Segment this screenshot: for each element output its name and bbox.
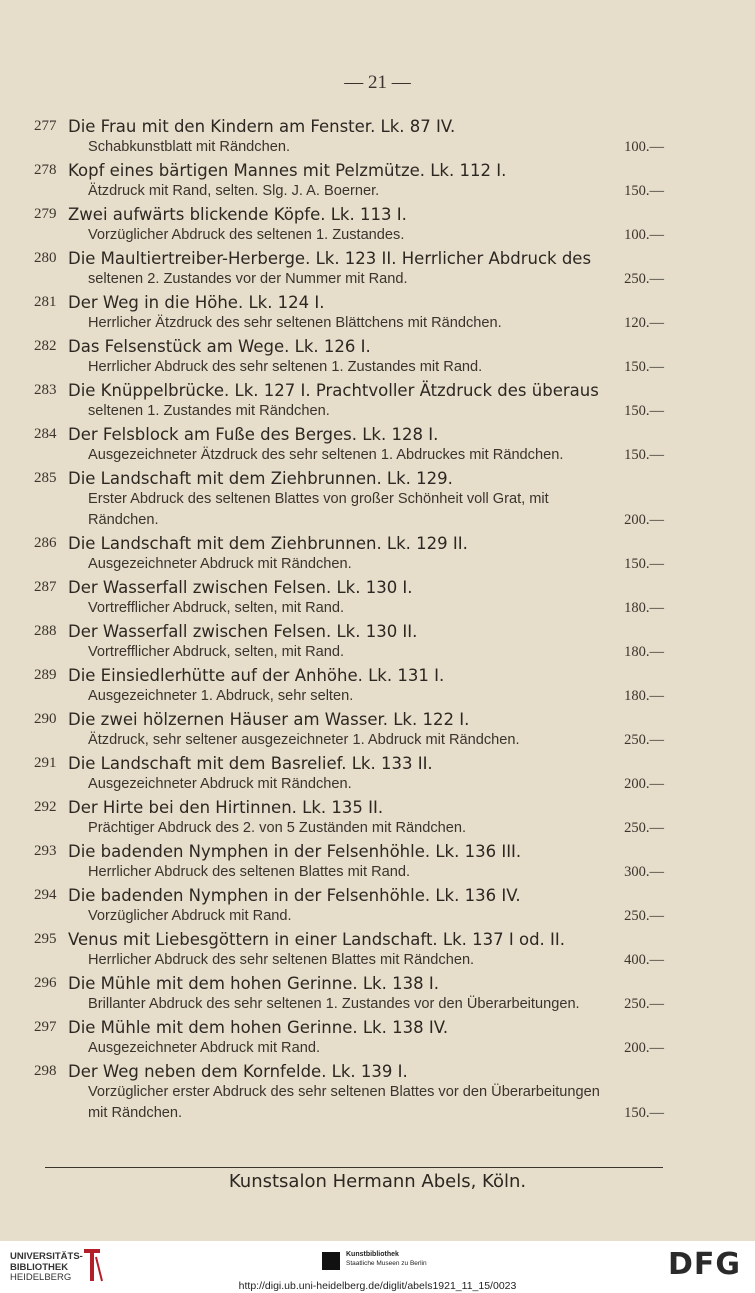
entry-number: 296 [34,975,57,991]
entry-price: 200.— [624,512,664,528]
entry-description: Ausgezeichneter Ätzdruck des sehr seltenen 1. Abdruckes mit Rändchen. [88,447,564,463]
entry-description: Vortrefflicher Abdruck, selten, mit Rand. [88,600,345,616]
footer-rule [45,1167,663,1168]
entry-description: Ätzdruck mit Rand, selten. Slg. J. A. Boerner. [88,183,380,199]
entry-number: 294 [34,887,57,903]
entry-price: 150.— [624,556,664,572]
entry-title: Der Wasserfall zwischen Felsen. Lk. 130 I. [68,578,413,597]
entry-description: Herrlicher Ätzdruck des sehr seltenen Blättchens mit Rändchen. [88,315,502,331]
entry-heading [0,885,755,906]
entry-price: 150.— [624,359,664,375]
entry-number: 287 [34,579,57,595]
entry-description: seltenen 1. Zustandes mit Rändchen. [88,403,330,419]
entry-description: Prächtiger Abdruck des 2. von 5 Zuständen mit Rändchen. [88,820,467,836]
entry-description: Ausgezeichneter 1. Abdruck, sehr selten. [88,688,354,704]
entry-title: Venus mit Liebesgöttern in einer Landschaft. Lk. 137 I od. II. [68,930,566,949]
entry-price: 150.— [624,447,664,463]
entry-price: 100.— [624,227,664,243]
entry-price: 150.— [624,183,664,199]
entry-title: Die zwei hölzernen Häuser am Wasser. Lk. 122 I. [68,710,470,729]
entry-description: Vorzüglicher Abdruck mit Rand. [88,908,292,924]
entry-heading [0,1017,755,1038]
ub-line-3: HEIDELBERG [10,1272,72,1283]
entry-number: 282 [34,338,57,354]
entry-number: 281 [34,294,57,310]
entry-price: 120.— [624,315,664,331]
entry-description: Herrlicher Abdruck des sehr seltenen 1. Zustandes mit Rand. [88,359,483,375]
catalog-entry [0,292,755,334]
entry-description: Herrlicher Abdruck des seltenen Blattes mit Rand. [88,864,411,880]
entry-number: 284 [34,426,57,442]
entry-number: 291 [34,755,57,771]
kunstbibliothek-icon [322,1252,340,1270]
dfg-logo[interactable]: DFG [668,1247,742,1282]
entry-heading [0,709,755,730]
entry-description: Schabkunstblatt mit Rändchen. [88,139,290,155]
entry-price: 100.— [624,139,664,155]
entry-price: 180.— [624,688,664,704]
entry-title: Die Knüppelbrücke. Lk. 127 I. Prachtvoller Ätzdruck des überaus [68,381,599,400]
entry-title: Der Hirte bei den Hirtinnen. Lk. 135 II. [68,798,384,817]
entry-number: 278 [34,162,57,178]
entry-number: 279 [34,206,57,222]
entry-number: 277 [34,118,57,134]
entry-price: 200.— [624,776,664,792]
entry-heading [0,929,755,950]
entry-number: 292 [34,799,57,815]
entry-title: Die Mühle mit dem hohen Gerinne. Lk. 138 IV. [68,1018,449,1037]
entry-price: 150.— [624,403,664,419]
catalog-entry [0,468,755,531]
entry-heading [0,116,755,137]
entry-heading [0,468,755,489]
entry-price: 250.— [624,820,664,836]
entry-title: Die Landschaft mit dem Ziehbrunnen. Lk. 129 II. [68,534,468,553]
entry-price: 180.— [624,644,664,660]
catalog-entry [0,533,755,575]
entry-heading [0,973,755,994]
catalog-entry [0,797,755,839]
entry-price: 250.— [624,732,664,748]
entry-description: seltenen 2. Zustandes vor der Nummer mit Rand. [88,271,408,287]
catalog-entry [0,841,755,883]
entry-title: Die Landschaft mit dem Basrelief. Lk. 133 II. [68,754,433,773]
entry-price: 250.— [624,908,664,924]
entry-title: Der Felsblock am Fuße des Berges. Lk. 128 I. [68,425,439,444]
kb-line-1: Kunstbibliothek [346,1251,399,1258]
catalog-entry [0,160,755,202]
entry-number: 285 [34,470,57,486]
entry-title: Kopf eines bärtigen Mannes mit Pelzmütze. Lk. 112 I. [68,161,507,180]
entry-price: 300.— [624,864,664,880]
entry-heading [0,248,755,269]
entry-number: 293 [34,843,57,859]
kb-line-2: Staatliche Museen zu Berlin [346,1260,427,1267]
catalog-entry [0,1017,755,1059]
catalog-entry [0,116,755,158]
entry-description: Vorzüglicher erster Abdruck des sehr seltenen Blattes vor den Überarbeitungen mit Rändchen. [88,1084,600,1121]
entry-heading [0,621,755,642]
catalog-entry [0,665,755,707]
entry-number: 289 [34,667,57,683]
entry-description: Ausgezeichneter Abdruck mit Rand. [88,1040,321,1056]
catalog-entry [0,336,755,378]
footer-text: Kunstsalon Hermann Abels, Köln. [228,1171,527,1192]
entry-number: 286 [34,535,57,551]
entry-number: 283 [34,382,57,398]
entry-heading [0,797,755,818]
entry-title: Die Landschaft mit dem Ziehbrunnen. Lk. 129. [68,469,453,488]
catalog-entry [0,380,755,422]
entry-heading [0,160,755,181]
entry-description: Herrlicher Abdruck des sehr seltenen Blattes mit Rändchen. [88,952,475,968]
entry-heading [0,665,755,686]
catalog-entry [0,577,755,619]
entry-price: 400.— [624,952,664,968]
entry-title: Der Wasserfall zwischen Felsen. Lk. 130 II. [68,622,418,641]
entry-price: 200.— [624,1040,664,1056]
entry-heading [0,380,755,401]
entry-title: Die badenden Nymphen in der Felsenhöhle. Lk. 136 III. [68,842,522,861]
entry-description: Brillanter Abdruck des sehr seltenen 1. Zustandes vor den Überarbeitungen. [88,996,580,1012]
entry-description: Vortrefflicher Abdruck, selten, mit Rand. [88,644,345,660]
entry-price: 150.— [624,1105,664,1121]
source-url[interactable]: http://digi.ub.uni-heidelberg.de/diglit/abels1921_11_15/0023 [238,1280,517,1292]
entry-list [0,116,755,1126]
ub-logo-icon [80,1247,104,1283]
entry-description: Ausgezeichneter Abdruck mit Rändchen. [88,776,352,792]
entry-title: Die Mühle mit dem hohen Gerinne. Lk. 138 I. [68,974,439,993]
entry-price: 250.— [624,996,664,1012]
entry-number: 297 [34,1019,57,1035]
entry-description: Ausgezeichneter Abdruck mit Rändchen. [88,556,352,572]
entry-price: 250.— [624,271,664,287]
entry-title: Die badenden Nymphen in der Felsenhöhle. Lk. 136 IV. [68,886,521,905]
entry-number: 295 [34,931,57,947]
entry-heading [0,424,755,445]
catalog-entry [0,885,755,927]
entry-price: 180.— [624,600,664,616]
ub-line-1: UNIVERSITÄTS- [10,1251,83,1262]
catalog-entry [0,973,755,1015]
catalog-entry [0,621,755,663]
entry-title: Zwei aufwärts blickende Köpfe. Lk. 113 I. [68,205,407,224]
catalog-entry [0,1061,755,1124]
entry-heading [0,204,755,225]
entry-heading [0,1061,755,1082]
entry-number: 288 [34,623,57,639]
entry-heading [0,336,755,357]
entry-title: Die Maultiertreiber-Herberge. Lk. 123 II. Herrlicher Abdruck des [68,249,592,268]
entry-title: Die Frau mit den Kindern am Fenster. Lk. 87 IV. [68,117,456,136]
ub-heidelberg-logo[interactable] [10,1252,83,1284]
entry-number: 290 [34,711,57,727]
catalog-entry [0,929,755,971]
entry-heading [0,577,755,598]
entry-heading [0,292,755,313]
entry-number: 280 [34,250,57,266]
catalog-entry [0,424,755,466]
entry-description: Erster Abdruck des seltenen Blattes von großer Schönheit voll Grat, mit Rändchen. [88,491,549,528]
page-number: — 21 — [344,72,411,93]
entry-title: Das Felsenstück am Wege. Lk. 126 I. [68,337,371,356]
entry-heading [0,533,755,554]
ub-line-2: BIBLIOTHEK [10,1261,69,1273]
catalog-entry [0,204,755,246]
entry-heading [0,753,755,774]
catalog-entry [0,709,755,751]
catalog-entry [0,753,755,795]
entry-number: 298 [34,1063,57,1079]
entry-title: Der Weg neben dem Kornfelde. Lk. 139 I. [68,1062,408,1081]
entry-title: Die Einsiedlerhütte auf der Anhöhe. Lk. 131 I. [68,666,445,685]
entry-description: Ätzdruck, sehr seltener ausgezeichneter 1. Abdruck mit Rändchen. [88,732,520,748]
catalog-entry [0,248,755,290]
entry-description: Vorzüglicher Abdruck des seltenen 1. Zustandes. [88,227,405,243]
entry-heading [0,841,755,862]
entry-title: Der Weg in die Höhe. Lk. 124 I. [68,293,325,312]
